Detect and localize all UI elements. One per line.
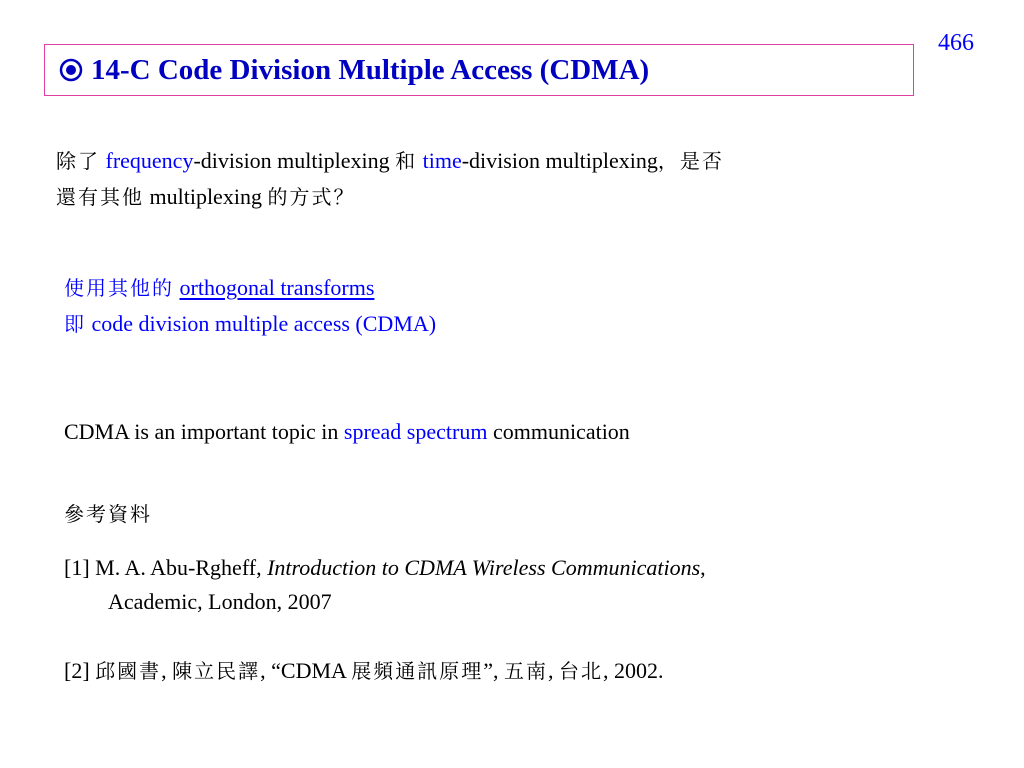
page-title bbox=[59, 54, 649, 87]
cdma-statement bbox=[64, 414, 630, 450]
reference-2-publisher: 五南 bbox=[503, 659, 548, 683]
frequency-term: frequency bbox=[105, 148, 194, 173]
answer-line-1 bbox=[64, 270, 436, 306]
answer-line-2 bbox=[64, 306, 436, 342]
reference-1-text: , bbox=[700, 555, 706, 580]
reference-2-author: 邱國書 bbox=[95, 659, 162, 683]
reference-2-translator: 陳立民譯 bbox=[172, 659, 261, 683]
reference-2-text: , “CDMA bbox=[260, 658, 346, 683]
statement-text: CDMA is an important topic in bbox=[64, 419, 344, 444]
answer-text: code division multiple access (CDMA) bbox=[91, 311, 437, 336]
answer-paragraph bbox=[64, 270, 436, 342]
reference-2-title: 展頻通訊原理 bbox=[351, 659, 484, 683]
bullseye-bullet-icon bbox=[59, 58, 83, 82]
question-line-1 bbox=[56, 143, 724, 179]
statement-text: communication bbox=[487, 419, 630, 444]
reference-1-line-2: Academic, London, 2007 bbox=[108, 589, 332, 614]
references-heading-text: 參考資料 bbox=[64, 502, 152, 526]
reference-1-title: Introduction to CDMA Wireless Communications bbox=[267, 555, 701, 580]
question-paragraph bbox=[56, 143, 724, 215]
reference-1-authors: [1] M. A. Abu-Rgheff, bbox=[64, 555, 268, 580]
answer-text: 使用其他的 bbox=[64, 276, 174, 300]
reference-2-city: 台北 bbox=[558, 659, 603, 683]
reference-2-text: , bbox=[547, 658, 554, 683]
title-box bbox=[44, 44, 914, 96]
question-text: multiplexing bbox=[149, 184, 262, 209]
orthogonal-transforms-link[interactable]: orthogonal transforms bbox=[179, 275, 375, 300]
question-text: 的方式？ bbox=[267, 185, 356, 209]
reference-2-number: [2] bbox=[64, 658, 90, 683]
page-title-text: 14-C Code Division Multiple Access (CDMA) bbox=[91, 54, 650, 86]
answer-text: 即 bbox=[64, 312, 86, 336]
question-line-2 bbox=[56, 179, 724, 215]
time-term: time bbox=[422, 148, 462, 173]
question-text: -division multiplexing bbox=[193, 148, 390, 173]
reference-1 bbox=[64, 551, 706, 619]
spread-spectrum-term: spread spectrum bbox=[343, 419, 488, 444]
reference-2-text: , bbox=[161, 658, 167, 683]
question-text: 除了 bbox=[56, 149, 100, 173]
question-text: ，是否 bbox=[657, 149, 724, 173]
question-text: 和 bbox=[395, 149, 418, 173]
question-text: 還有其他 bbox=[56, 185, 144, 209]
reference-1-line-1 bbox=[64, 551, 706, 585]
question-text: -division multiplexing bbox=[461, 148, 658, 173]
page-number: 466 bbox=[938, 30, 974, 56]
reference-2 bbox=[64, 653, 663, 689]
references-heading bbox=[64, 496, 152, 532]
reference-2-year: , 2002. bbox=[602, 658, 664, 683]
reference-2-text: ”, bbox=[483, 658, 499, 683]
